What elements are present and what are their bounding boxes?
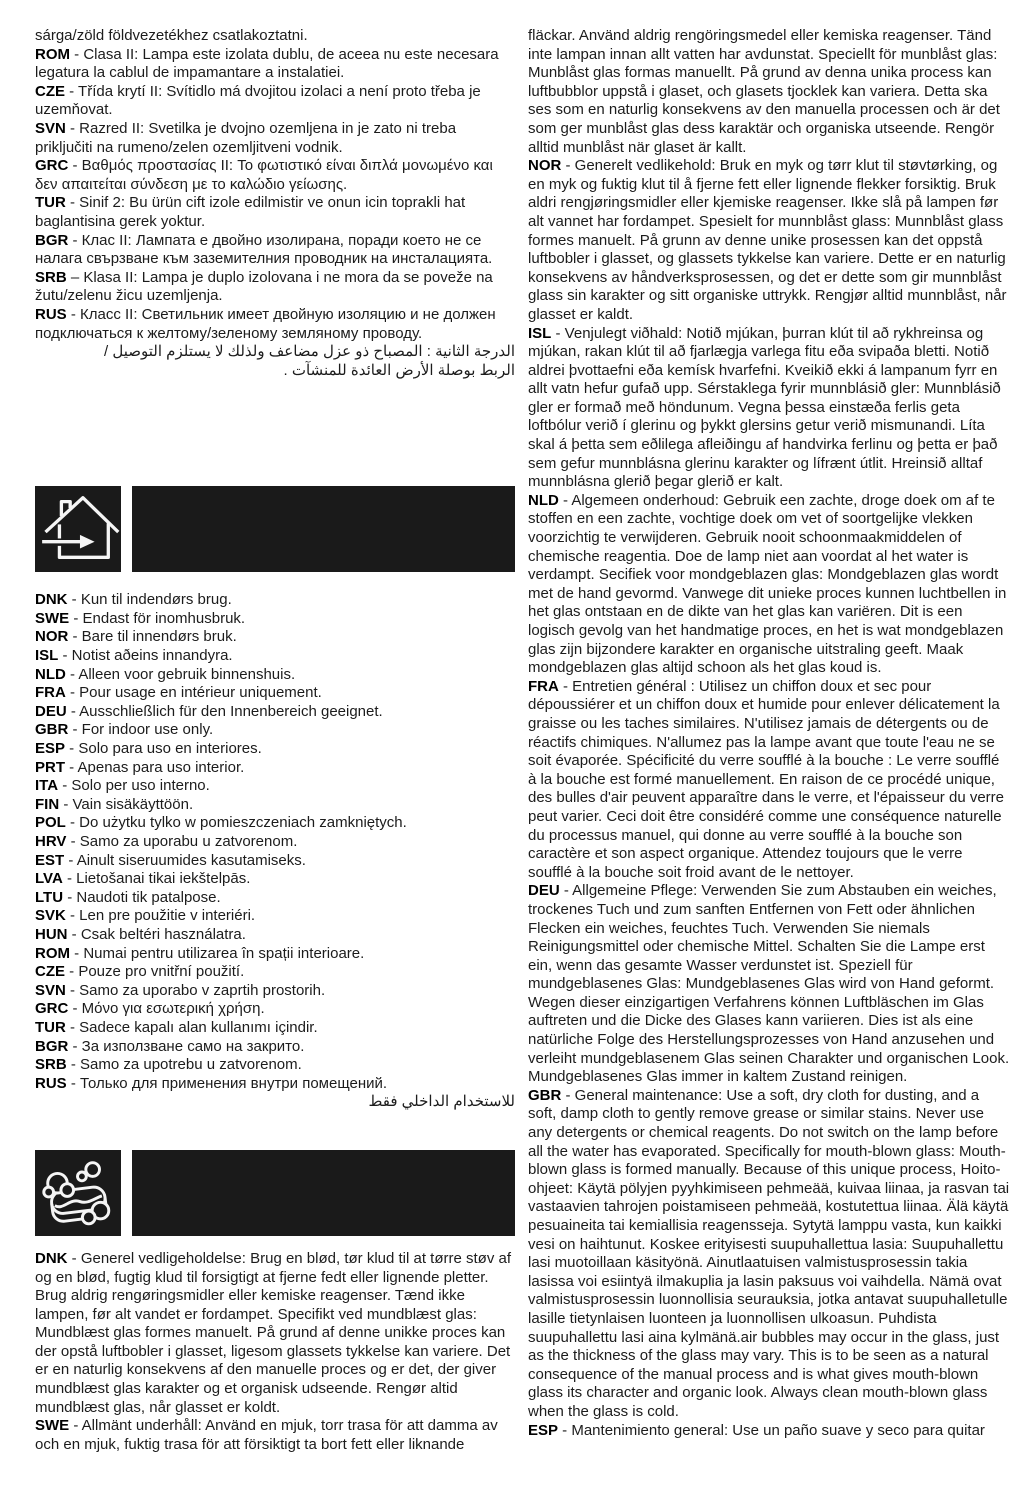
language-code: GBR [35,721,69,739]
paragraph-text: - Třída krytí II: Svítidlo má dvojitou izolaci a není proto třeba je uzemňovat. [35,82,481,119]
language-code: PRT [35,758,65,776]
language-code: RUS [35,305,67,323]
language-code: NOR [528,157,562,175]
paragraph-text: - Mantenimiento general: Use un paño suave y seco para quitar [558,1421,985,1439]
list-item-text: - Apenas para uso interior. [65,758,245,776]
paragraph-text: - Algemeen onderhoud: Gebruik een zachte, droge doek om af te stoffen en een zachte, vochtige doek om vet of soortgelijke vlekken voorzichtig te verwijderen. Gebruik nooit schoonmaakmiddelen of chemische reagentia. Doe de lamp niet aan voordat al het water is verdampt. Secifiek voor mondgeblazen glas: Mondgeblazen glas wordt met de hand gevormd. Vanwege dit unieke proces kunnen luchtbellen in het glas ontstaan en de dikte van het glas kan variëren. Dit is een logisch gevolg van het handmatige proces, en het is wat mondgeblazen glas zijn bijzondere karakter en organische uitstraling geeft. Maak mondgeblazen glas altijd schoon als het glas koud is. [528,491,1007,677]
left-column [35,27,515,1454]
list-item-text: - Do użytku tylko w pomieszczeniach zamkniętych. [65,814,407,832]
list-item [35,703,515,722]
arabic-indoor-line: للاستخدام الداخلي فقط [368,1093,515,1111]
paragraph [35,194,515,231]
paragraph [35,157,515,194]
list-item [35,870,515,889]
right-column [528,27,1010,1440]
list-item [35,963,515,982]
language-code: ESP [528,1421,559,1439]
language-code: DNK [35,1249,68,1267]
paragraph [528,1087,1010,1422]
list-item [35,814,515,833]
paragraph [528,27,1010,157]
paragraph-text: - Allmänt underhåll: Använd en mjuk, torr trasa för att damma av och en mjuk, fuktig trasa för att försiktigt ta bort fett eller liknande [35,1417,498,1453]
paragraph [35,232,515,269]
house-indoor-use-icon [35,486,121,572]
language-code: TUR [35,194,66,212]
paragraph-text: - Класс II: Светильник имеет двойную изоляцию и не должен подключаться к желтому/зеленому земляному проводу. [35,305,496,342]
language-code: ROM [35,944,70,962]
paragraph [528,1422,1010,1441]
paragraph [528,882,1010,1087]
list-item-text: - Samo za uporabo v zaprtih prostorih. [65,981,326,999]
list-item [35,1056,515,1075]
list-item-text: - Samo za upotrebu u zatvorenom. [66,1056,302,1074]
paragraph [528,492,1010,678]
list-item [35,796,515,815]
paragraph-text: - Entretien général : Utilisez un chiffon doux et sec pour dépoussiérer et un chiffon doux et humide pour enlever délicatement la graisse ou les taches similaires. N'utilisez jamais de détergents ou de réactifs chimiques. N'allumez pas la lampe avant que toute l'eau ne se soit évaporée. Spécificité du verre soufflé à la bouche : Le verre soufflé à la bouche est formé manuellement. En raison de ce procédé unique, des bulles d'air peuvent apparaître dans le verre, et l'épaisseur du verre peut varier. Ceci doit être considéré comme une conséquence naturelle du processus manuel, qui donne au verre soufflé à la bouche son caractère et son aspect organique. Attendez toujours que le verre soufflé à la bouche soit froid avant de le nettoyer. [528,677,1005,881]
list-item-text: - For indoor use only. [68,721,214,739]
list-item-text: - Sadece kapalı alan kullanımı içindir. [65,1018,318,1036]
list-item [35,982,515,1001]
list-item [35,591,515,610]
language-code: RUS [35,1074,67,1092]
paragraph-text: - Venjulegt viðhald: Notið mjúkan, þurran klút til að rykhreinsa og mjúkan, rakan klút til að fjarlægja varlega fitu eða svipaða bletti. Notið aldrei þvottaefni eða kemísk hvarfefni. Kveikið ekki á lampanum fyrr en allt vatn hefur gufað upp. Sérstaklega fyrir munnblásið gler: Munnblásið gler er formað með höndunum. Vegna þessa einstæða ferlis geta loftbólur verið í glerinu og þykkt glersins getur verið mismunandi. Líta skal á þetta sem eðlilega afleiðingu af handvirka ferlinu og þetta er það sem gefur munnblásna glerinu karakter og lífrænt útlit. Hreinsið alltaf munnblásna glerið þegar glerið er kalt. [528,324,1001,491]
language-code: POL [35,814,66,832]
paragraph-text: - Allgemeine Pflege: Verwenden Sie zum Abstauben ein weiches, trockenes Tuch und zum sanften Entfernen von Fett oder ähnlichen Flecken ein weiches, feuchtes Tuch. Verwenden Sie niemals Reinigungsmittel oder chemische Mittel. Schalten Sie die Lampe erst ein, wenn das gesamte Wasser verdunstet ist. Speziell für mundgeblasenes Glas: Mundgeblasenes Glas wird von Hand geformt. Wegen dieser einzigartigen Verfahrens können Luftbläschen im Glas auftreten und die Dicke des Glases kann variieren. Dies ist als eine natürliche Folge des Herstellungsprozesses von Hand anzusehen und verleiht mundgeblasenem Glas seinen Charakter und organischen Look. Mundgeblasenes Glas immer in kaltem Zustand reinigen. [528,882,1010,1086]
language-code: DEU [528,882,560,900]
list-item [35,1038,515,1057]
list-item-text: - Μόνο για εσωτερική χρήση. [68,1000,265,1018]
list-item [35,945,515,964]
language-code: ESP [35,740,66,758]
list-item-text: - Ainult siseruumides kasutamiseks. [64,851,306,869]
indoor-use-symbol-row [35,486,515,572]
language-code: NOR [35,628,69,646]
language-code: CZE [35,963,65,981]
list-item-text: - Len pre použitie v interiéri. [65,907,256,925]
list-item [35,628,515,647]
list-item [35,1000,515,1019]
language-code: FRA [528,677,559,695]
list-item-text: - За използване само на закрито. [68,1037,305,1055]
paragraph [528,157,1010,324]
list-item-text: - Bare til innendørs bruk. [68,628,237,646]
list-item [35,907,515,926]
language-code: EST [35,851,65,869]
soap-bubbles-icon [35,1150,121,1236]
list-item [35,852,515,871]
paragraph-text: - Generelt vedlikehold: Bruk en myk og tørr klut til støvtørking, og en myk og fuktig klut til å fjerne fett eller lignende flekker forsiktig. Bruk aldri rengjøringsmidler eller kjemiske reagenser. Ikke slå på lampen før alt vannet har fordampet. Spesielt for munnblåst glass: Munnblåst glass formes manuelt. På grunn av denne unike prosessen kan det oppstå luftbobler i glasset, og glassets tykkelse kan variere. Dette er en naturlig konsekvens av håndverksprosessen, og det er dette som gir munnblåst glass sin karakter og sitt organiske uttrykk. Rengjør alltid munnblåst, når glasset er kaldt. [528,157,1007,323]
list-item-text: - Naudoti tik patalpose. [63,888,221,906]
language-code: SRB [35,1056,67,1074]
list-item [35,926,515,945]
list-item [35,1019,515,1038]
symbol-label-bar [132,486,515,572]
indoor-use-list [35,591,515,1093]
language-code: HRV [35,833,67,850]
list-item [35,833,515,852]
arabic-class2-line1: الدرجة الثانية : المصباح ذو عزل مضاعف ولذلك لا يستلزم التوصيل / [104,343,515,361]
paragraph-text: - Clasa II: Lampa este izolata dublu, de aceea nu este necesara legatura la cablul de impamantare a instalatiei. [35,45,499,82]
arabic-class2-line2: الربط بوصلة الأرض العائدة للمنشآت . [283,361,515,379]
list-item-text: - Ausschließlich für den Innenbereich geeignet. [66,702,383,720]
paragraph-text: - Razred II: Svetilka je dvojno ozemljena in je zato ni treba priključiti na rumeno/zelen ozemljitveni vodnik. [35,119,457,156]
language-code: GRC [35,1000,69,1018]
paragraph-text: – Klasa II: Lampa je duplo izolovana i ne mora da se poveže na žutu/zelenu žicu uzemljenja. [35,268,493,305]
class2-section [35,27,515,343]
list-item [35,759,515,778]
list-item [35,740,515,759]
cleaning-symbol-row [35,1150,515,1236]
list-item [35,777,515,796]
language-code: LTU [35,888,64,906]
paragraph-text: fläckar. Använd aldrig rengöringsmedel eller kemiska reagenser. Tänd inte lampan innan allt vatten har avdunstat. Speciellt för munblåst glas: Munblåst glas formas manuellt. På grund av denna unika process kan luftbubblor uppstå i glaset, och glasets tjocklek kan variera. Detta ska ses som en naturlig konsekvens av den manuella processen och är det som ger munblåst glas dess karaktär och organiska utseende. Rengör alltid munblåst när glaset är kallt. [528,27,1000,156]
paragraph [35,46,515,83]
language-code: BGR [35,1037,69,1055]
list-item [35,721,515,740]
paragraph [35,83,515,120]
language-code: BGR [35,231,69,249]
list-item-text: - Csak beltéri használatra. [67,925,246,943]
list-item-text: - Solo per uso interno. [58,777,210,795]
paragraph [35,269,515,306]
list-item-text: - Vain sisäkäyttöön. [59,795,194,813]
list-item-text: - Notist aðeins innandyra. [58,647,233,665]
list-item [35,684,515,703]
list-item-text: - Alleen voor gebruik binnenshuis. [65,665,296,683]
list-item-text: - Kun til indendørs brug. [67,591,232,609]
list-item [35,666,515,685]
list-item-text: - Solo para uso en interiores. [65,740,262,758]
paragraph [35,1250,515,1417]
maintenance-section-right [528,27,1010,1440]
list-item-text: - Endast för inomhusbruk. [69,609,246,627]
language-code: GRC [35,157,69,175]
paragraph [35,27,515,46]
language-code: DEU [35,702,67,720]
list-item-text: - Lietošanai tikai iekštelpās. [62,870,251,888]
language-code: SVK [35,907,66,925]
language-code: ROM [35,45,70,63]
list-item-text: - Pouze pro vnitřní použití. [65,963,245,981]
paragraph-text: - Клас II: Лампата е двойно изолирана, поради което не се налага свързване към заземителния проводник на инсталацията. [35,231,493,268]
list-item-text: - Samo za uporabu u zatvorenom. [66,833,298,850]
list-item-text: - Numai pentru utilizarea în spații interioare. [70,944,365,962]
paragraph-text: sárga/zöld földvezetékhez csatlakoztatni. [35,27,308,44]
paragraph [35,120,515,157]
language-code: SVN [35,119,66,137]
paragraph-text: - Βαθμός προστασίας II: Το φωτιστικό είναι διπλά μονωμένο και δεν απαιτείται σύνδεση με το καλώδιο γείωσης. [35,157,493,193]
language-code: DNK [35,591,68,609]
language-code: ISL [528,324,552,342]
paragraph [35,1417,515,1454]
list-item [35,647,515,666]
maintenance-section-left [35,1250,515,1455]
list-item [35,889,515,908]
list-item [35,1075,515,1094]
language-code: GBR [528,1086,562,1104]
paragraph-text: - Sinif 2: Bu ürün cift izole edilmistir ve onun icin toprakli hat baglantisina gerek yoktur. [35,194,466,230]
paragraph-text: - General maintenance: Use a soft, dry cloth for dusting, and a soft, damp cloth to gently remove grease or similar stains. Never use any detergents or chemical reagents. Do not switch on the lamp before all the water has evaporated. Specifically for mouth-blown glass: Mouth-blown glass is formed manually. Because of this unique process, Hoito-ohjeet: Käytä pölyjen pyyhkimiseen pehmeää, kuivaa liinaa, ja rasvan tai vastaavien tahrojen poistamiseen pehmeää, kostutettua liinaa. Älä käytä pesuaineita tai kemiallisia reagensseja. Sytytä lamppu vasta, kun kaikki vesi on haihtunut. Koskee erityisesti suupuhallettua lasia: Suupuhallettu lasi muotoillaan käsityönä. Ainutlaatuisen valmistusprosessin takia lasissa voi esiintyä ilmakuplia ja lasin paksuus voi vaihdella. Nämä ovat valmistusprosessin luonnollisia seurauksia, jotka antavat suupuhalletulle lasille tietynlaisen luonteen ja luonnollisen ulkoasun. Puhdista suupuhallettu lasi aina kylmänä.air bubbles may occur in the glass, just as the thickness of the glass may vary. This is to be seen as a natural consequence of the manual process and is what gives mouth-blown glass its character and organic look. Always clean mouth-blown glass when the glass is cold. [528,1086,1010,1420]
language-code: TUR [35,1018,66,1036]
arabic-class2-text [35,343,515,380]
language-code: NLD [35,665,66,683]
language-code: ITA [35,777,59,795]
language-code: CZE [35,82,65,100]
paragraph [528,325,1010,492]
list-item-text: - Pour usage en intérieur uniquement. [65,684,322,702]
language-code: ISL [35,647,59,665]
list-item-text: - Только для применения внутри помещений. [66,1074,388,1092]
paragraph-text: - Generel vedligeholdelse: Brug en blød, tør klud til at tørre støv af og en blød, fugtig klud til forsigtigt at fjerne fedt eller lignende pletter. Brug aldrig rengøringsmidler eller kemiske reagenser. Tænd ikke lampen, før alt vandet er fordampet. Specifikt ved mundblæst glas: Mundblæst glas formes manuelt. På grund af denne unikke proces kan der opstå luftbobler i glasset, ligesom glassets tykkelse kan variere. Det er en naturlig konsekvens af den manuelle proces og er det, der giver mundblæst glas karakter og et organisk udseende. Rengør altid mundblæst glas, når glasset er koldt. [35,1249,512,1416]
list-item [35,610,515,629]
symbol-label-bar [132,1150,515,1236]
language-code: SRB [35,268,67,286]
language-code: FIN [35,795,60,813]
paragraph [528,678,1010,883]
language-code: LVA [35,870,63,888]
language-code: NLD [528,491,559,509]
language-code: SWE [35,1417,70,1435]
language-code: HUN [35,925,68,943]
language-code: SVN [35,981,66,999]
language-code: FRA [35,684,66,702]
paragraph [35,306,515,343]
language-code: SWE [35,609,70,627]
